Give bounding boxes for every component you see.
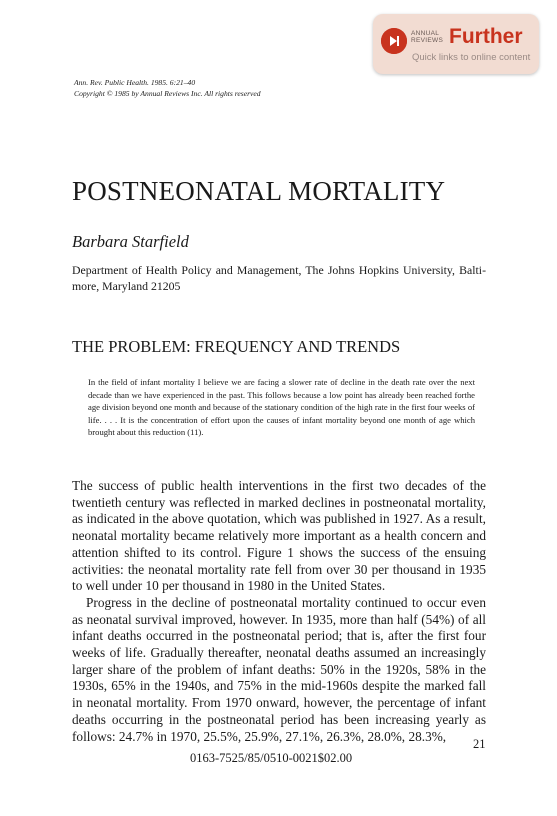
author-name: Barbara Starfield	[72, 232, 189, 251]
paragraph-1: The success of public health interventions in the first two decades of the twentieth century was reflected in marked declines in postneonatal mortality, as indicated in the above quotation, which was published in 1927. As a result, neonatal mortality became relatively more important as a health concern and attention shifted to its control. Figure 1 shows the success of the ensuing activities: the neonatal mortality rate fell from over 30 per thousand in 1935 to well under 10 per thousand in 1980 in the United States.	[72, 478, 486, 594]
article-title: POSTNEONATAL MORTALITY	[72, 176, 446, 206]
footer-code: 0163-7525/85/0510-0021$02.00	[190, 751, 353, 765]
badge-annual-text: ANNUAL	[411, 30, 440, 37]
badge-tagline: Quick links to online content	[412, 52, 531, 63]
badge-reviews-text: REVIEWS	[411, 37, 444, 44]
citation-line-1: Ann. Rev. Public Health. 1985. 6:21–40	[74, 78, 196, 87]
author-affiliation: Department of Health Policy and Management, The Johns Hopkins University, Balti-more, Maryland 21205	[72, 263, 486, 293]
page-number: 21	[473, 737, 486, 751]
annual-reviews-logo-icon	[381, 28, 407, 54]
citation-line-2: Copyright © 1985 by Annual Reviews Inc. All rights reserved	[74, 88, 261, 98]
badge-publisher-label	[411, 30, 445, 44]
body-text	[72, 478, 486, 745]
badge-further-link[interactable]: Further	[449, 25, 523, 48]
annual-reviews-further-badge[interactable]	[373, 14, 539, 74]
paragraph-2: Progress in the decline of postneonatal mortality continued to occur even as neonatal survival improved, however. In 1935, more than half (54%) of all infant deaths occurred in the postneonatal period; that is, after the first four weeks of life. Gradually thereafter, neonatal deaths assumed an increasingly larger share of the problem of infant deaths: 50% in the 1920s, 58% in the 1930s, 65% in the 1940s, and 75% in the mid-1960s despite the marked fall in neonatal mortality. From 1970 onward, however, the percentage of infant deaths occurring in the postneonatal period has been increasing yearly as follows: 24.7% in 1970, 25.5%, 25.9%, 27.1%, 26.3%, 28.0%, 28.3%,	[72, 594, 486, 744]
epigraph-quote: In the field of infant mortality I believe we are facing a slower rate of decline in the death rate over the next decade than we have experienced in the past. This follows because a low point has already been reached forthe age division beyond one month and because of the stationary condition of the high rate in the first four weeks of life. . . . It is the concentration of effort upon the causes of infant mortality beyond one month of age which brought about this reduction (11).	[88, 377, 475, 438]
journal-citation	[74, 78, 261, 99]
section-heading: THE PROBLEM: FREQUENCY AND TRENDS	[72, 337, 401, 356]
